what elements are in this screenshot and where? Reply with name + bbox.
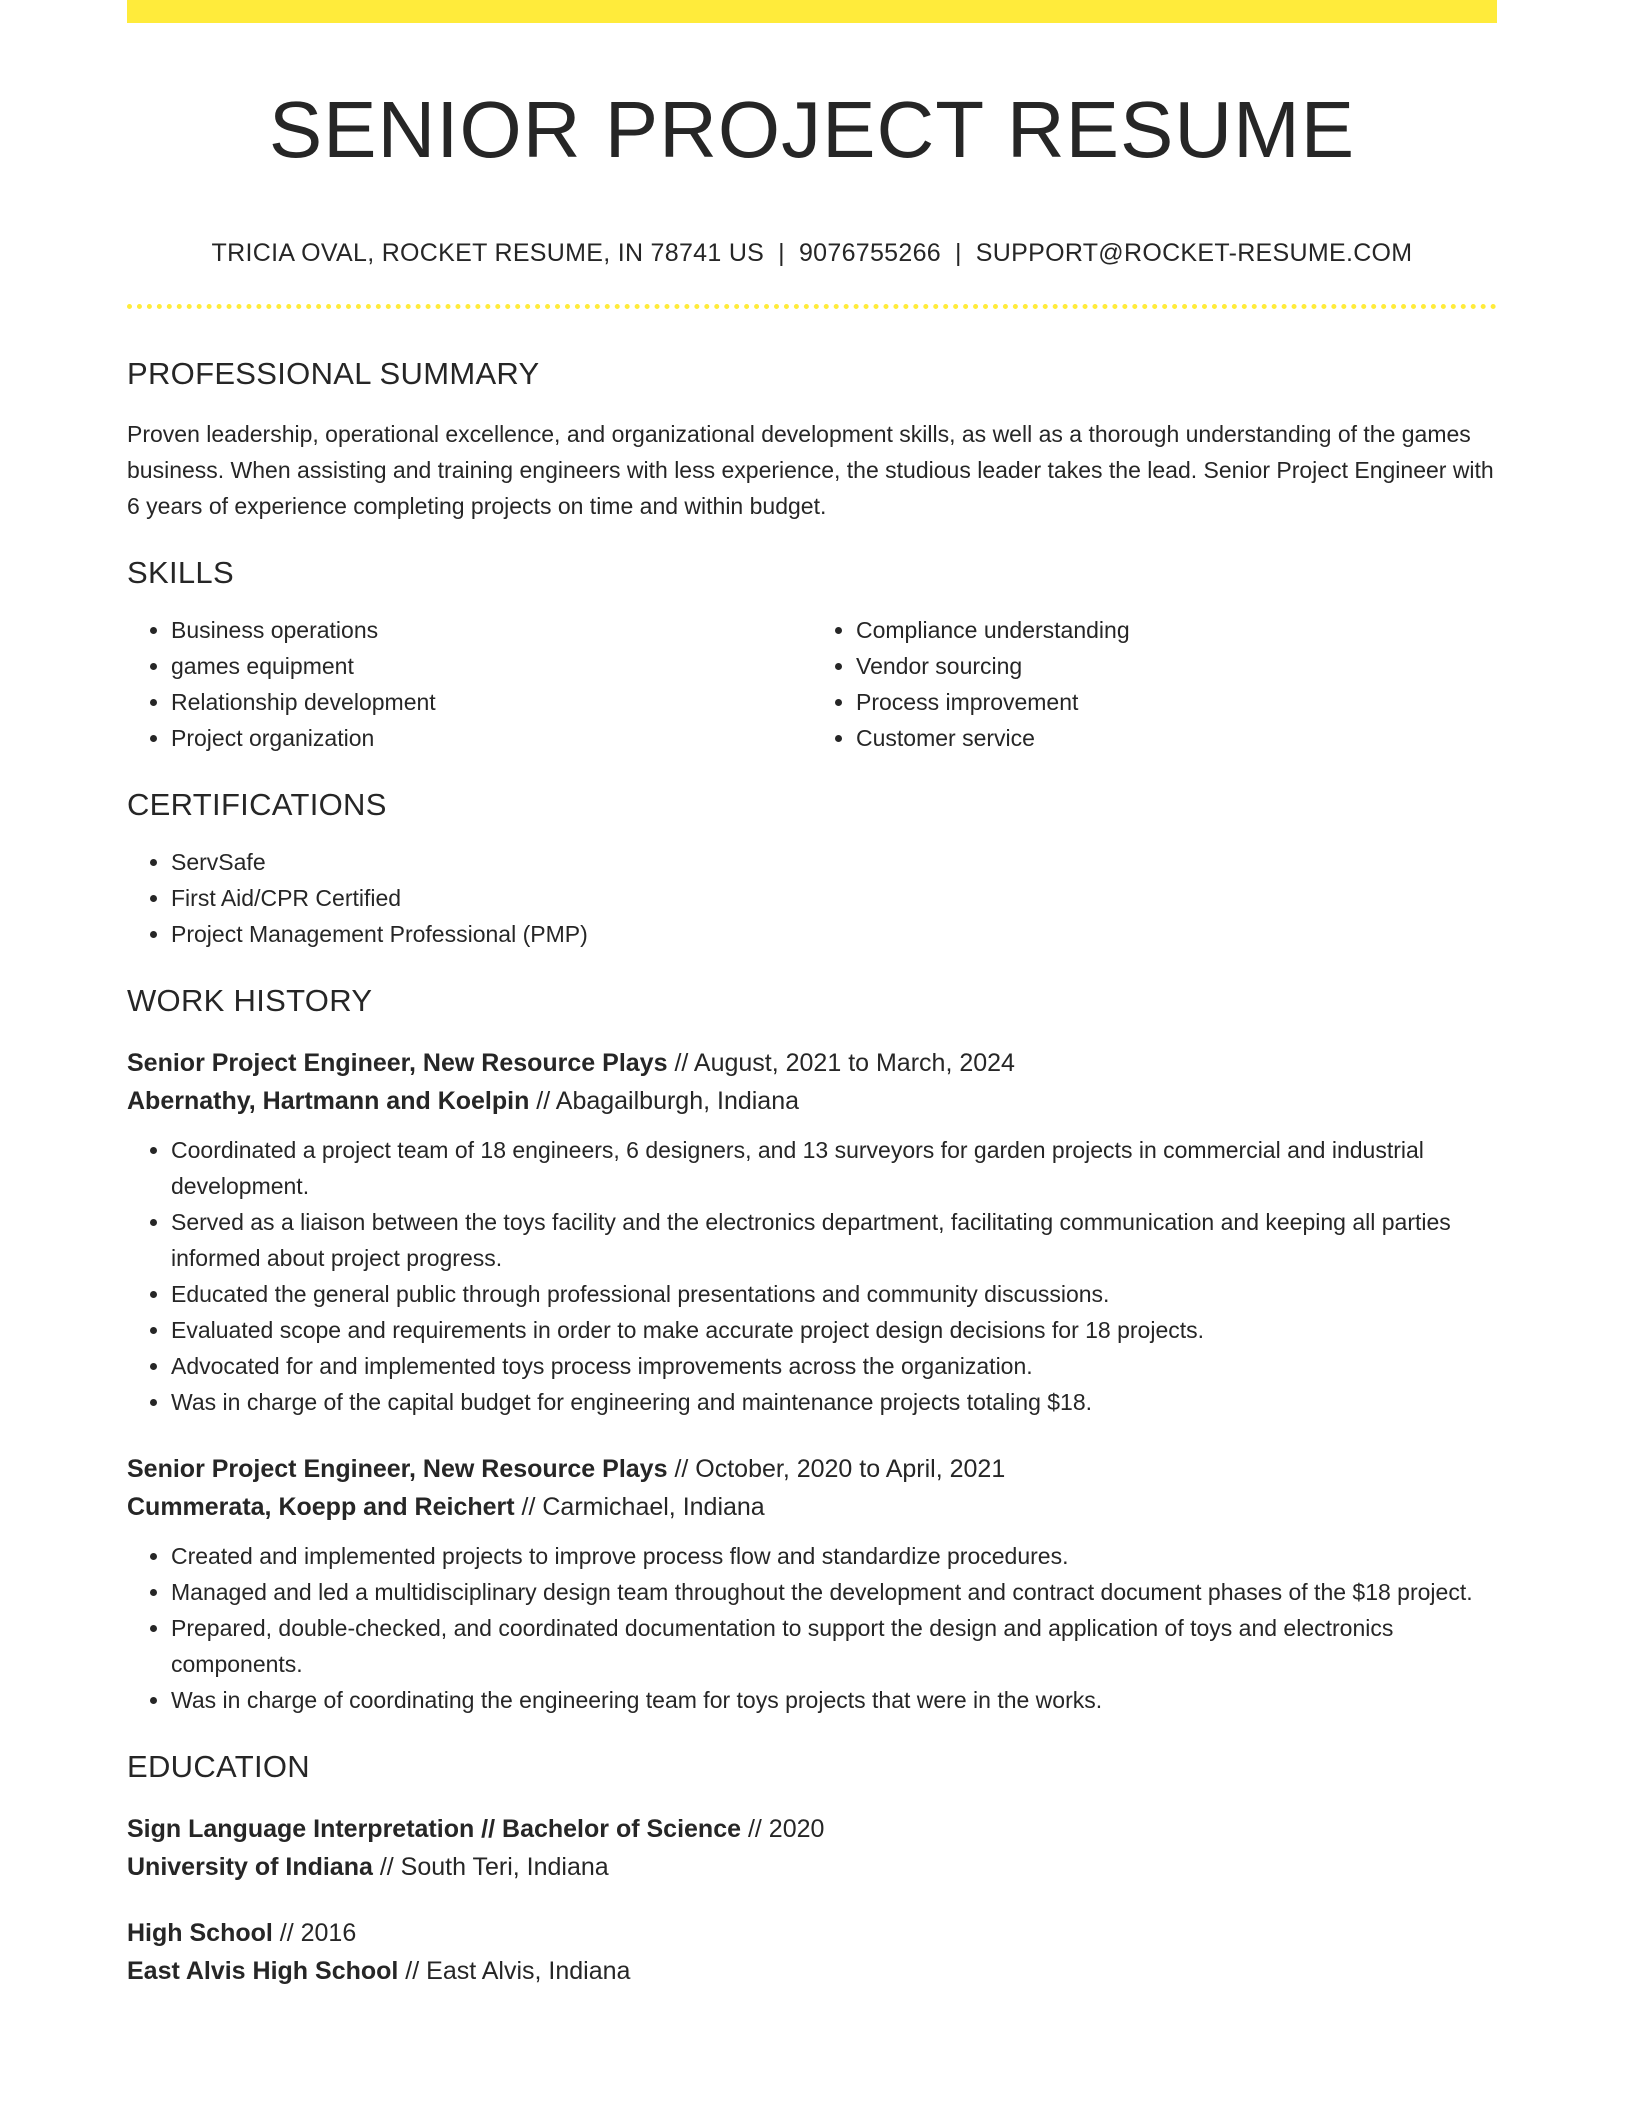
skill-item: • Project organization	[171, 720, 812, 756]
skill-item: • Process improvement	[856, 684, 1497, 720]
education-school-line	[127, 1952, 1497, 1990]
summary-section	[127, 355, 1497, 524]
education-degree: Sign Language Interpretation // Bachelor of Science	[127, 1815, 742, 1843]
job-bullet: • Prepared, double-checked, and coordinated documentation to support the design and application of toys and electronics components.	[171, 1610, 1497, 1682]
education-school: University of Indiana	[127, 1853, 373, 1881]
education-location: // South Teri, Indiana	[372, 1853, 609, 1881]
skills-right-list	[812, 612, 1497, 756]
job-dates: // August, 2021 to March, 2024	[667, 1049, 1015, 1077]
skill-item: • games equipment	[171, 648, 812, 684]
job-bullet: • Served as a liaison between the toys facility and the electronics department, facilitating communication and keeping all parties informed about project progress.	[171, 1204, 1497, 1276]
job-bullet: • Evaluated scope and requirements in order to make accurate project design decisions for 18 projects.	[171, 1312, 1497, 1348]
job-entry	[127, 1044, 1497, 1420]
job-company-line	[127, 1082, 1497, 1120]
skill-item: • Relationship development	[171, 684, 812, 720]
job-company: Abernathy, Hartmann and Koelpin	[127, 1087, 530, 1115]
job-bullet: • Coordinated a project team of 18 engineers, 6 designers, and 13 surveyors for garden projects in commercial and industrial development.	[171, 1132, 1497, 1204]
contact-email: SUPPORT@ROCKET-RESUME.COM	[975, 239, 1413, 267]
job-bullet: • Created and implemented projects to improve process flow and standardize procedures.	[171, 1538, 1497, 1574]
skill-item: • Vendor sourcing	[856, 648, 1497, 684]
education-year: // 2016	[272, 1919, 357, 1947]
skills-left-list	[127, 612, 812, 756]
job-title: Senior Project Engineer, New Resource Plays	[127, 1455, 668, 1483]
resume-title: SENIOR PROJECT RESUME	[268, 85, 1356, 174]
education-degree-line	[127, 1810, 1497, 1848]
job-title-line	[127, 1044, 1497, 1082]
job-bullet: • Managed and led a multidisciplinary design team throughout the development and contract document phases of the $18 project.	[171, 1574, 1497, 1610]
certifications-heading: CERTIFICATIONS	[127, 787, 387, 822]
summary-text: Proven leadership, operational excellence, and organizational development skills, as well as a thorough understanding of the games business. When assisting and training engineers with less experience, the studious leader takes the lead. Senior Project Engineer with 6 years of experience completing projects on time and within budget.	[127, 421, 1494, 519]
skills-section	[127, 554, 1497, 756]
job-bullets	[127, 1538, 1497, 1718]
education-entry	[127, 1810, 1497, 1886]
certifications-section	[127, 786, 1497, 952]
education-school: East Alvis High School	[127, 1957, 399, 1985]
contact-phone: 9076755266	[798, 239, 941, 267]
contact-separator: |	[955, 239, 962, 267]
education-entry	[127, 1914, 1497, 1990]
job-entry	[127, 1450, 1497, 1718]
education-degree-line	[127, 1914, 1497, 1952]
skill-item: • Compliance understanding	[856, 612, 1497, 648]
job-bullet: • Was in charge of coordinating the engineering team for toys projects that were in the works.	[171, 1682, 1497, 1718]
job-title-line	[127, 1450, 1497, 1488]
resume-content	[127, 0, 1497, 1990]
job-location: // Carmichael, Indiana	[514, 1493, 765, 1521]
job-bullet: • Educated the general public through professional presentations and community discussions.	[171, 1276, 1497, 1312]
contact-line	[127, 236, 1497, 270]
skill-item: • Customer service	[856, 720, 1497, 756]
job-bullets	[127, 1132, 1497, 1420]
work-history-heading: WORK HISTORY	[127, 983, 373, 1018]
job-dates: // October, 2020 to April, 2021	[667, 1455, 1006, 1483]
job-bullet: • Was in charge of the capital budget for engineering and maintenance projects totaling $18.	[171, 1384, 1497, 1420]
education-location: // East Alvis, Indiana	[398, 1957, 631, 1985]
education-school-line	[127, 1848, 1497, 1886]
education-degree: High School	[127, 1919, 273, 1947]
job-location: // Abagailburgh, Indiana	[529, 1087, 800, 1115]
skills-columns	[127, 612, 1497, 756]
certification-item: • First Aid/CPR Certified	[171, 880, 1497, 916]
work-history-section	[127, 982, 1497, 1718]
skills-heading: SKILLS	[127, 555, 234, 590]
certification-item: • ServSafe	[171, 844, 1497, 880]
education-heading: EDUCATION	[127, 1749, 310, 1784]
contact-address: TRICIA OVAL, ROCKET RESUME, IN 78741 US	[211, 239, 765, 267]
dotted-divider	[127, 304, 1497, 309]
job-title: Senior Project Engineer, New Resource Plays	[127, 1049, 668, 1077]
certifications-list	[127, 844, 1497, 952]
job-bullet: • Advocated for and implemented toys process improvements across the organization.	[171, 1348, 1497, 1384]
summary-heading: PROFESSIONAL SUMMARY	[127, 356, 540, 391]
job-company-line	[127, 1488, 1497, 1526]
skill-item: • Business operations	[171, 612, 812, 648]
certification-item: • Project Management Professional (PMP)	[171, 916, 1497, 952]
education-year: // 2020	[741, 1815, 825, 1843]
education-section	[127, 1748, 1497, 1990]
contact-separator: |	[778, 239, 785, 267]
job-company: Cummerata, Koepp and Reichert	[127, 1493, 515, 1521]
